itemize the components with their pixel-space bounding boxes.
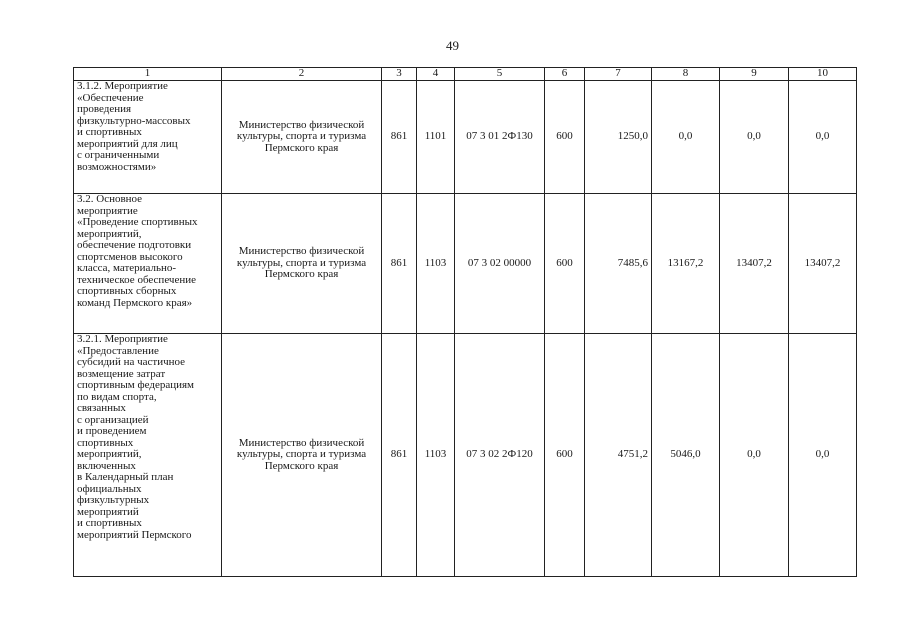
amount-cell-col9: 0,0 bbox=[720, 334, 789, 577]
activity-name-cell bbox=[74, 194, 222, 334]
column-header: 10 bbox=[789, 68, 857, 81]
column-header: 7 bbox=[585, 68, 652, 81]
column-header: 8 bbox=[652, 68, 720, 81]
amount-cell-col7: 1250,0 bbox=[585, 81, 652, 194]
amount-cell-col7: 4751,2 bbox=[585, 334, 652, 577]
amount-cell-col8: 13167,2 bbox=[652, 194, 720, 334]
column-header: 6 bbox=[545, 68, 585, 81]
column-header: 3 bbox=[382, 68, 417, 81]
table-row bbox=[74, 81, 857, 194]
grbs-code-cell: 861 bbox=[382, 334, 417, 577]
amount-cell-col10: 13407,2 bbox=[789, 194, 857, 334]
expense-type-cell: 600 bbox=[545, 194, 585, 334]
target-article-cell: 07 3 02 00000 bbox=[455, 194, 545, 334]
table-row bbox=[74, 334, 857, 577]
expense-type-cell: 600 bbox=[545, 81, 585, 194]
section-code-cell: 1101 bbox=[417, 81, 455, 194]
amount-cell-col8: 5046,0 bbox=[652, 334, 720, 577]
activity-name-cell bbox=[74, 334, 222, 577]
page-number: 49 bbox=[446, 38, 459, 53]
table-row bbox=[74, 194, 857, 334]
activity-name: 3.2.1. Мероприятие «Предоставление субсидий на частичное возмещение затрат спортивным федерациям по видам спорта, связанных с организацией и проведением спортивных мероприятий, включенных в Календарный план официальных физкультурных мероприятий и спортивных мероприятий Пермского bbox=[77, 333, 195, 541]
grbs-code-cell: 861 bbox=[382, 194, 417, 334]
activity-name-cell bbox=[74, 81, 222, 194]
budget-table bbox=[73, 67, 857, 577]
amount-cell-col7: 7485,6 bbox=[585, 194, 652, 334]
expense-type-cell: 600 bbox=[545, 334, 585, 577]
amount-cell-col10: 0,0 bbox=[789, 334, 857, 577]
header-row bbox=[74, 68, 857, 81]
amount-cell-col9: 0,0 bbox=[720, 81, 789, 194]
column-header: 5 bbox=[455, 68, 545, 81]
executor-cell: Министерство физической культуры, спорта и туризма Пермского края bbox=[222, 194, 382, 334]
activity-name: 3.2. Основное мероприятие «Проведение спортивных мероприятий, обеспечение подготовки спортсменов высокого класса, материально- техническое обеспечение спортивных сборных команд Пермского края» bbox=[77, 193, 198, 309]
section-code-cell: 1103 bbox=[417, 194, 455, 334]
target-article-cell: 07 3 01 2Ф130 bbox=[455, 81, 545, 194]
column-header: 1 bbox=[74, 68, 222, 81]
target-article-cell: 07 3 02 2Ф120 bbox=[455, 334, 545, 577]
amount-cell-col9: 13407,2 bbox=[720, 194, 789, 334]
amount-cell-col10: 0,0 bbox=[789, 81, 857, 194]
activity-name: 3.1.2. Мероприятие «Обеспечение проведения физкультурно-массовых и спортивных мероприятий для лиц с ограниченными возможностями» bbox=[77, 80, 191, 173]
column-header: 2 bbox=[222, 68, 382, 81]
executor-cell: Министерство физической культуры, спорта и туризма Пермского края bbox=[222, 334, 382, 577]
executor-cell: Министерство физической культуры, спорта и туризма Пермского края bbox=[222, 81, 382, 194]
section-code-cell: 1103 bbox=[417, 334, 455, 577]
column-header: 4 bbox=[417, 68, 455, 81]
column-header: 9 bbox=[720, 68, 789, 81]
grbs-code-cell: 861 bbox=[382, 81, 417, 194]
amount-cell-col8: 0,0 bbox=[652, 81, 720, 194]
